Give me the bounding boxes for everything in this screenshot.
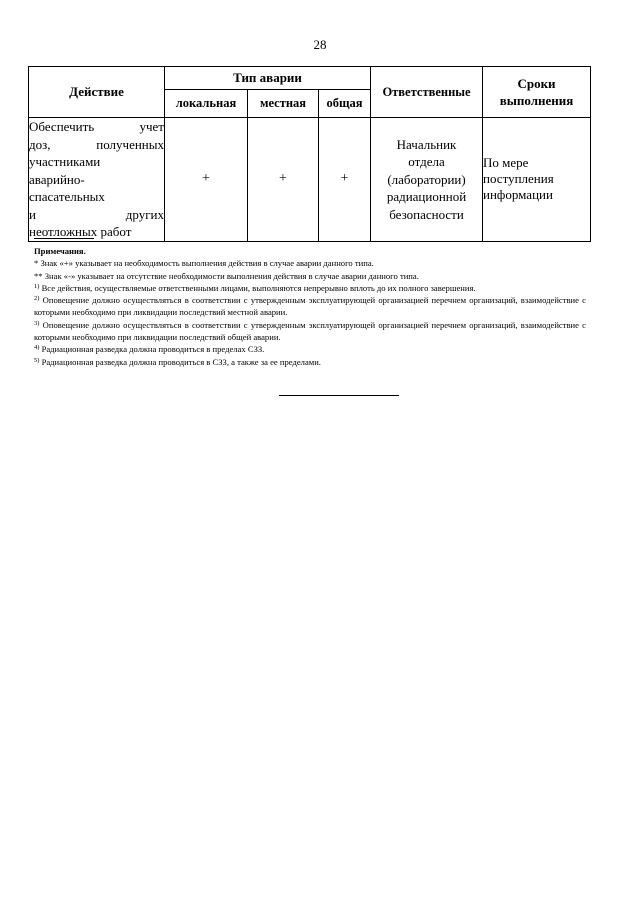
note-text: Радиационная разведка должна проводиться в пределах СЗЗ.: [39, 344, 265, 355]
mark-local: +: [165, 118, 248, 242]
action-line: аварийно-: [29, 171, 85, 187]
table-row: [29, 118, 591, 242]
header-terms-line1: Сроки: [517, 76, 556, 91]
header-accident-type: Тип аварии: [165, 67, 371, 90]
notes-divider: [34, 238, 94, 239]
terms-cell: [483, 118, 591, 242]
terms-line: информации: [483, 187, 553, 203]
header-action: Действие: [29, 67, 165, 118]
note-mark: 5): [34, 356, 40, 364]
note-mark: 4): [34, 344, 40, 352]
action-table: [28, 66, 591, 242]
notes-title: Примечания.: [34, 246, 86, 256]
responsible-line: отдела: [408, 154, 445, 169]
action-line: участниками: [29, 154, 101, 169]
responsible-line: (лаборатории): [387, 171, 466, 187]
action-line: неотложных работ: [29, 224, 132, 239]
responsible-line: безопасности: [389, 206, 464, 222]
note-text: Радиационная разведка должна проводиться в СЗЗ, а также за ее пределами.: [39, 356, 321, 367]
responsible-line: радиационной: [386, 189, 467, 204]
terms-line: поступления: [483, 171, 554, 187]
action-line: и других: [29, 206, 164, 222]
note-text: ** Знак «-» указывает на отсутствие необходимости выполнения действия в случае аварии данного типа.: [34, 270, 419, 281]
end-divider: [279, 395, 399, 396]
note-mark: 2): [34, 295, 40, 303]
note-text: * Знак «+» указывает на необходимость выполнения действия в случае аварии данного типа.: [34, 258, 374, 269]
note-mark: 1): [34, 282, 40, 290]
header-terms-line2: выполнения: [499, 93, 574, 108]
page-number: 28: [313, 37, 327, 52]
action-line: доз, полученных: [29, 136, 164, 152]
note-text: Оповещение должно осуществляться в соответствии с утвержденным эксплуатирующей организацией перечнем организаций, взаимодействие с которыми необходимо при ликвидации последствий общей аварии.: [34, 319, 586, 343]
note-item: [34, 356, 586, 368]
note-item: [34, 319, 586, 344]
note-text: Все действия, осуществляемые ответственными лицами, выполняются непрерывно вплоть до их полного завершения.: [39, 282, 476, 293]
note-item: [34, 282, 586, 294]
mark-area: +: [248, 118, 319, 242]
note-item: [34, 270, 586, 282]
header-responsible: Ответственные: [371, 67, 483, 118]
note-mark: 3): [34, 319, 40, 327]
header-area: местная: [248, 90, 319, 118]
terms-line: По мере: [483, 155, 529, 171]
note-text: Оповещение должно осуществляться в соответствии с утвержденным эксплуатирующей организацией перечнем организаций, взаимодействие с которыми необходимо при ликвидации последствий местной аварии.: [34, 295, 586, 318]
note-item: [34, 257, 586, 269]
responsible-cell: [371, 118, 483, 242]
action-line: спасательных: [29, 189, 105, 204]
header-terms: [483, 67, 591, 118]
header-general: общая: [319, 90, 371, 118]
action-line: Обеспечить учет: [29, 119, 164, 134]
header-local: локальная: [165, 90, 248, 118]
note-item: [34, 343, 586, 355]
mark-general: +: [319, 118, 371, 242]
note-item: [34, 294, 586, 319]
notes-section: [34, 245, 586, 368]
responsible-line: Начальник: [396, 136, 457, 152]
action-cell: [29, 118, 165, 242]
